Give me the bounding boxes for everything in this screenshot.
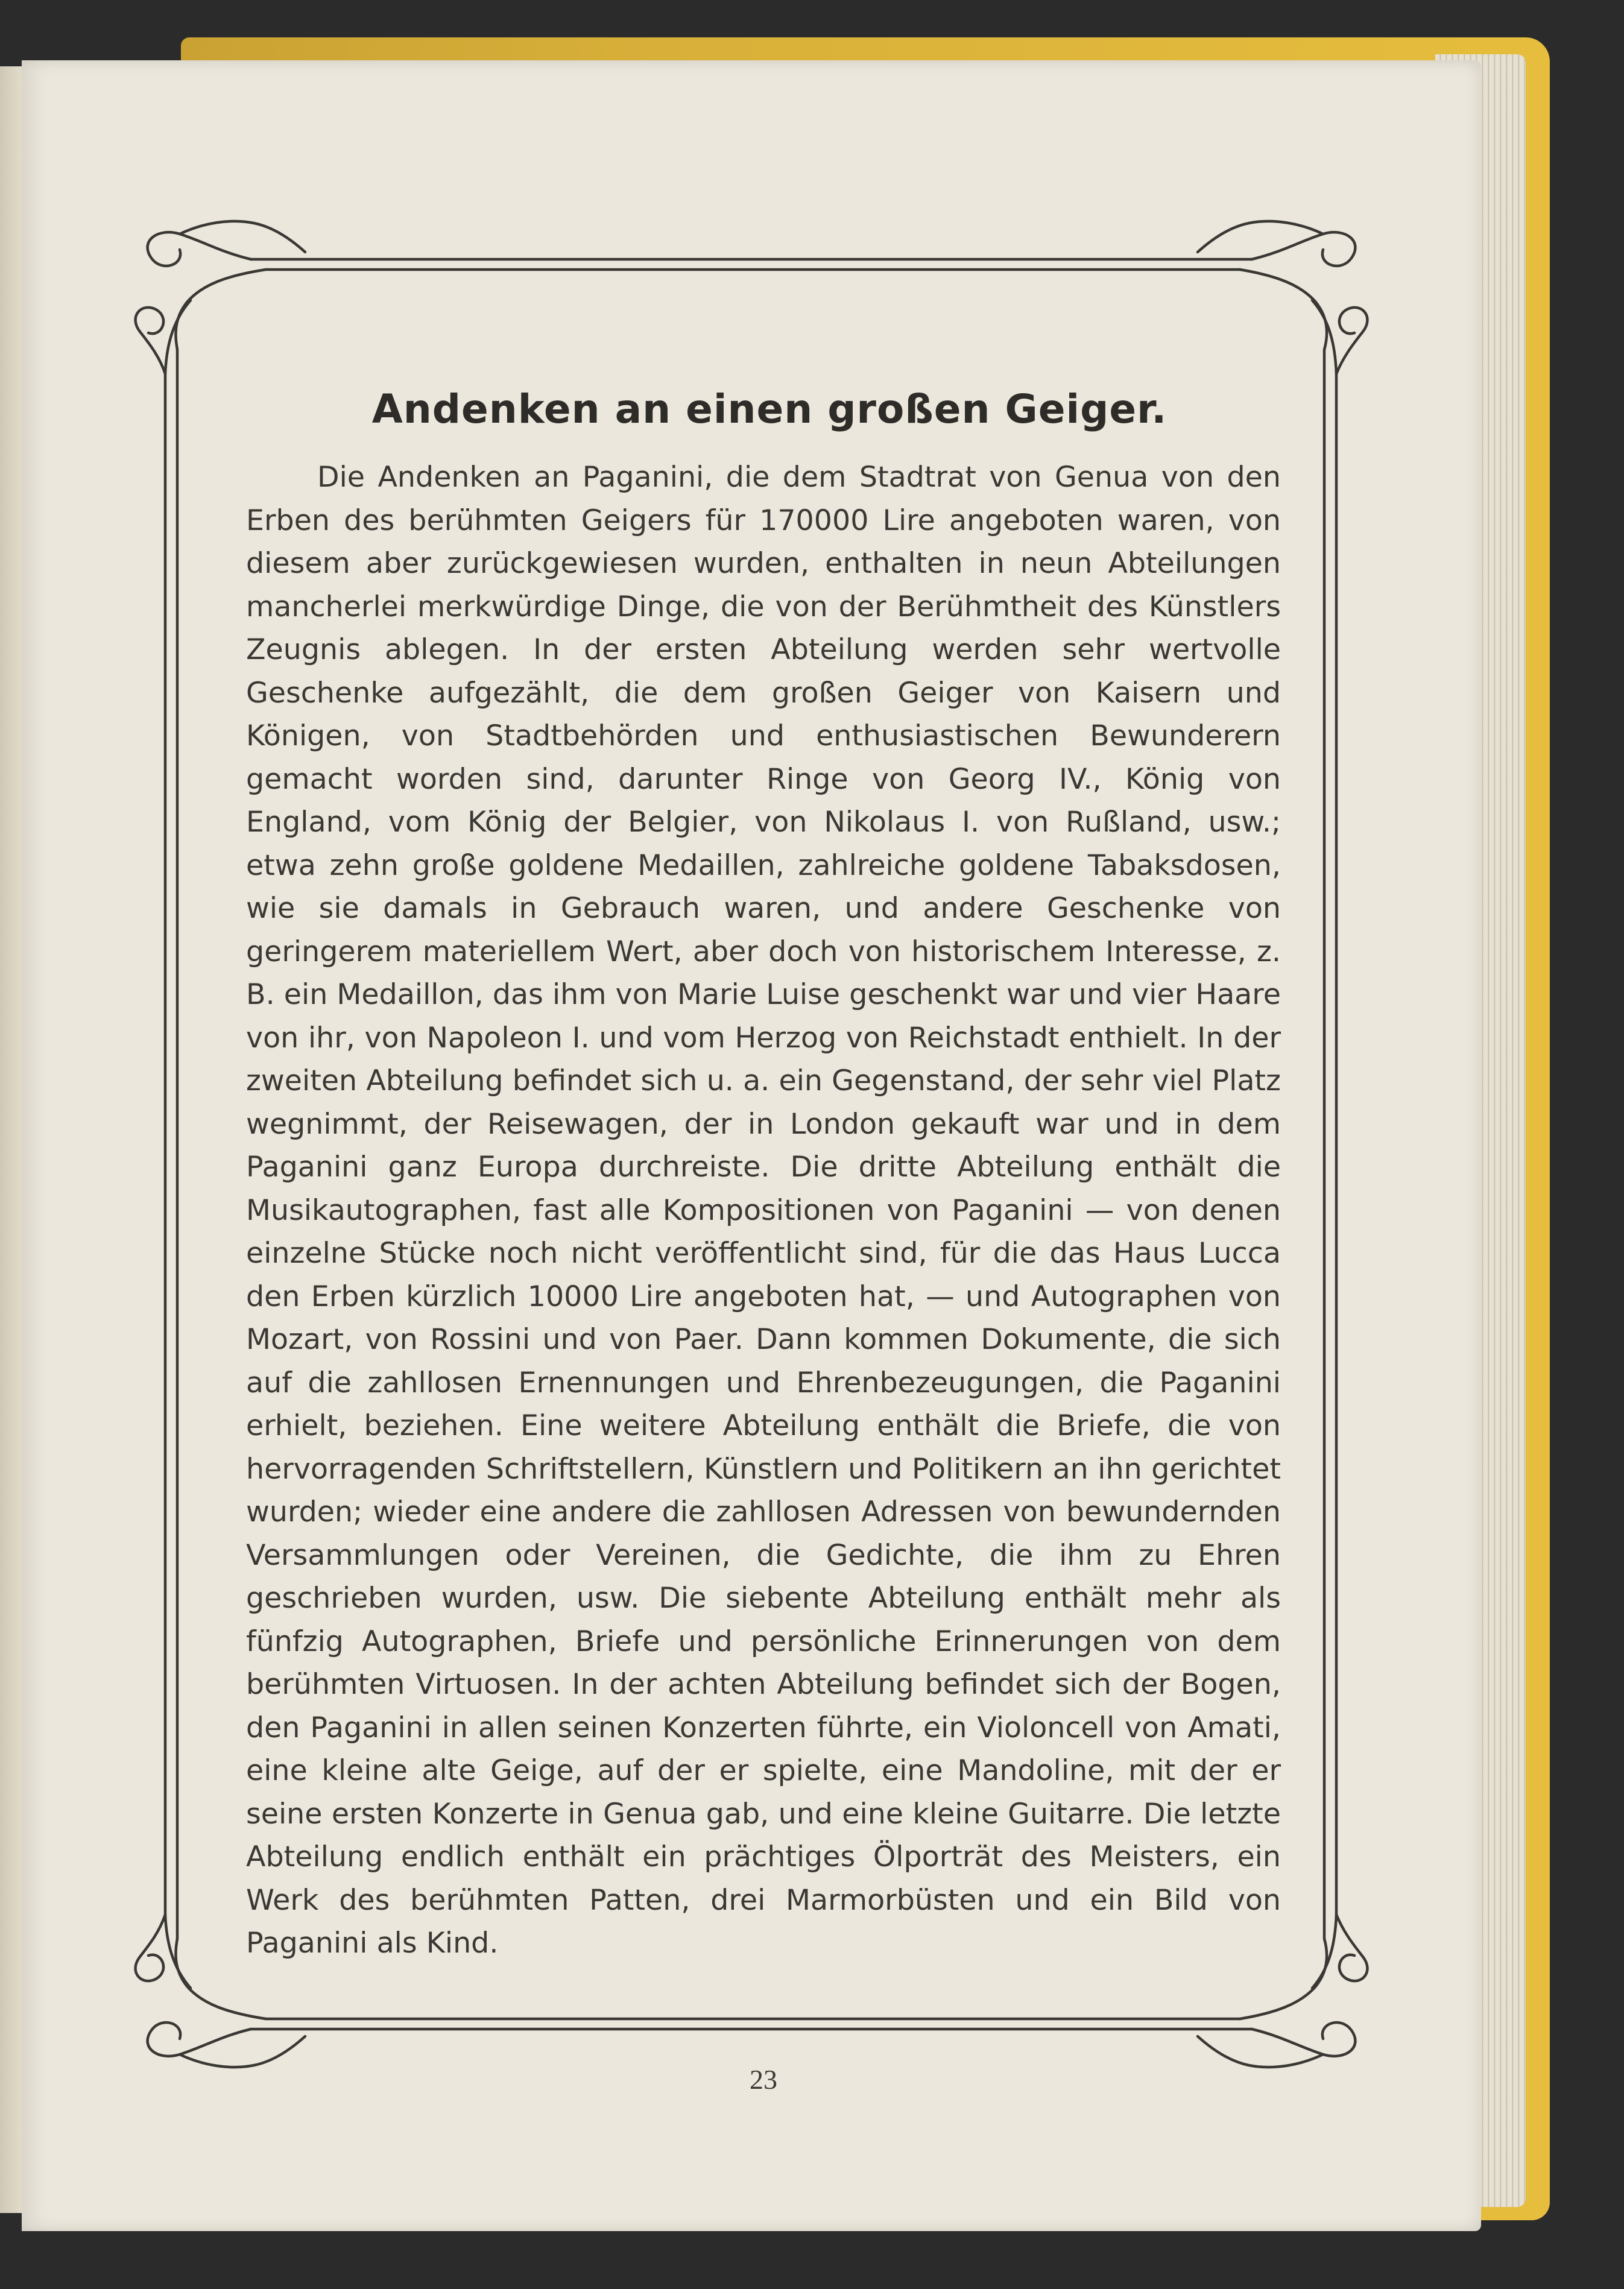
- book-page: [22, 60, 1481, 2231]
- article-title: Andenken an einen großen Geiger.: [371, 386, 1167, 432]
- frame-corner-top-left: [136, 221, 305, 374]
- frame-corner-top-right: [1198, 221, 1367, 374]
- article-body: Die Andenken an Paganini, die dem Stadtrat von Genua von den Erben des berühmten Geigers für 170000 Lire angeboten waren, von diesem aber zurückgewiesen wurden, enthalten in neun Abteilungen mancherlei merkwürdige Dinge, die von der Berühmtheit des Künstlers Zeugnis ablegen. In der ersten Abteilung werden sehr wertvolle Geschenke aufgezählt, die dem großen Geiger von Kaisern und Königen, von Stadtbehörden und enthusiastischen Bewunderern gemacht worden sind, darunter Ringe von Georg IV., König von England, vom König der Belgier, von Nikolaus I. von Rußland, usw.; etwa zehn große goldene Medaillen, zahlreiche goldene Tabaksdosen, wie sie damals in Gebrauch waren, und andere Geschenke von geringerem materiellem Wert, aber doch von historischem Interesse, z. B. ein Medaillon, das ihm von Marie Luise geschenkt war und vier Haare von ihr, von Napoleon I. und vom Herzog von Reichstadt enthielt. In der zweiten Abteilung befindet sich u. a. ein Gegenstand, der sehr viel Platz wegnimmt, der Reisewagen, der in London gekauft war und in dem Paganini ganz Europa durchreiste. Die dritte Abteilung enthält die Musikautographen, fast alle Kompositionen von Paganini — von denen einzelne Stücke noch nicht veröffentlicht sind, für die das Haus Lucca den Erben kürzlich 10000 Lire angeboten hat, — und Autographen von Mozart, von Rossini und von Paer. Dann kommen Dokumente, die sich auf die zahllosen Ernennungen und Ehrenbezeugungen, die Paganini erhielt, beziehen. Eine weitere Abteilung enthält die Briefe, die von hervorragenden Schriftstellern, Künstlern und Politikern an ihn gerichtet wurden; wieder eine andere die zahllosen Adressen von bewundernden Versammlungen oder Vereinen, die Gedichte, die ihm zu Ehren geschrieben wurden, usw. Die siebente Abteilung enthält mehr als fünfzig Autographen, Briefe und persönliche Erinnerungen von dem berühmten Virtuosen. In der achten Abteilung befindet sich der Bogen, den Paganini in allen seinen Konzerten führte, ein Violoncell von Amati, eine kleine alte Geige, auf der er spielte, eine Mandoline, mit der er seine ersten Konzerte in Genua gab, und eine kleine Guitarre. Die letzte Abteilung endlich enthält ein prächtiges Ölporträt des Meisters, ein Werk des berühmten Patten, drei Marmorbüsten und ein Bild von Paganini als Kind.: [246, 461, 1281, 1960]
- left-facing-page: [0, 66, 23, 2213]
- page-number: 23: [750, 2064, 777, 2095]
